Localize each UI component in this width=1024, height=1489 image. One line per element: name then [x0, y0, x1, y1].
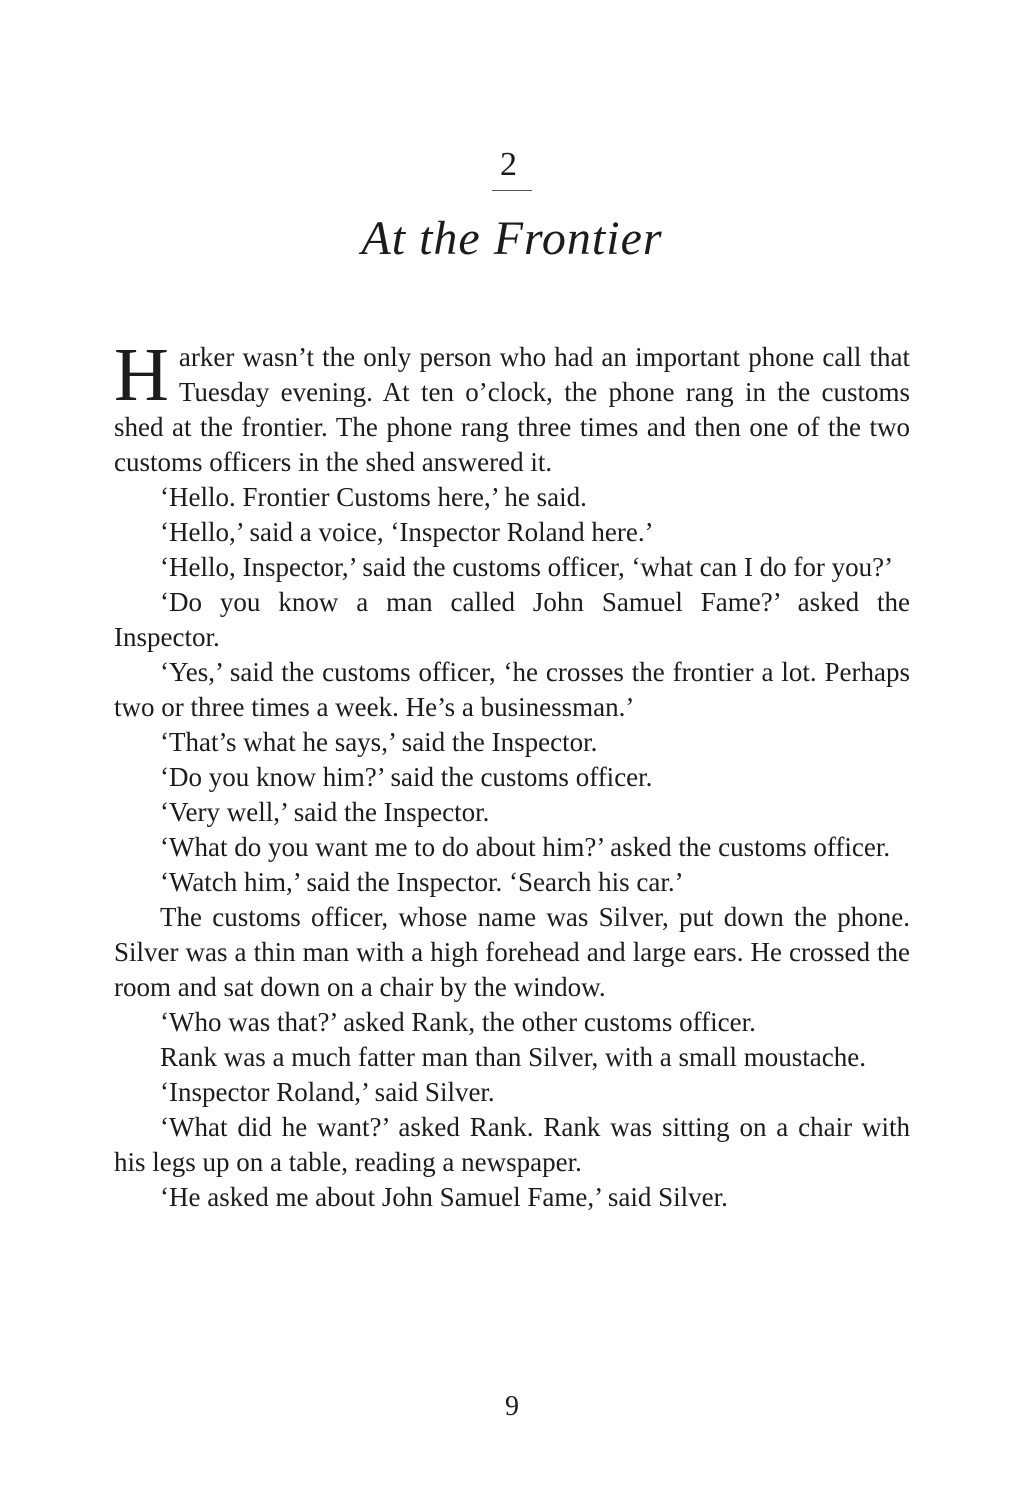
paragraph: ‘Hello. Frontier Customs here,’ he said.: [160, 481, 587, 512]
paragraph: ‘What did he want?’ asked Rank. Rank was sitting on a chair with his legs up on a table, reading a newspaper.: [114, 1111, 910, 1177]
body-text: [114, 332, 910, 1215]
paragraph: ‘Watch him,’ said the Inspector. ‘Search his car.’: [160, 866, 684, 897]
paragraph: ‘Who was that?’ asked Rank, the other customs officer.: [160, 1006, 756, 1037]
paragraph: ‘He asked me about John Samuel Fame,’ said Silver.: [160, 1181, 728, 1212]
paragraph: The customs officer, whose name was Silver, put down the phone. Silver was a thin man with a high forehead and large ears. He crossed the room and sat down on a chair by the window.: [114, 901, 910, 1002]
paragraph: ‘Yes,’ said the customs officer, ‘he crosses the frontier a lot. Perhaps two or three times a week. He’s a businessman.’: [114, 656, 910, 722]
paragraph: ‘That’s what he says,’ said the Inspector.: [160, 726, 598, 757]
drop-cap: H: [114, 332, 169, 417]
paragraph: ‘Do you know him?’ said the customs officer.: [160, 761, 653, 792]
chapter-title: At the Frontier: [361, 212, 663, 265]
paragraph: ‘Very well,’ said the Inspector.: [160, 796, 490, 827]
paragraph: ‘Do you know a man called John Samuel Fame?’ asked the Inspector.: [114, 586, 910, 652]
paragraph: Harker wasn’t the only person who had an important phone call that Tuesday evening. At ten o’clock, the phone rang in the customs shed at the frontier. The phone rang three times and then one of the two customs officers in the shed answered it.: [114, 332, 910, 477]
page-number: 9: [505, 1391, 519, 1422]
paragraph: ‘What do you want me to do about him?’ asked the customs officer.: [160, 831, 891, 862]
paragraph: ‘Hello,’ said a voice, ‘Inspector Roland here.’: [160, 516, 654, 547]
paragraph: ‘Inspector Roland,’ said Silver.: [160, 1076, 495, 1107]
paragraph: ‘Hello, Inspector,’ said the customs officer, ‘what can I do for you?’: [160, 551, 894, 582]
chapter-header: [114, 0, 910, 266]
chapter-number: 2: [492, 148, 532, 191]
paragraph: Rank was a much fatter man than Silver, with a small moustache.: [160, 1041, 866, 1072]
